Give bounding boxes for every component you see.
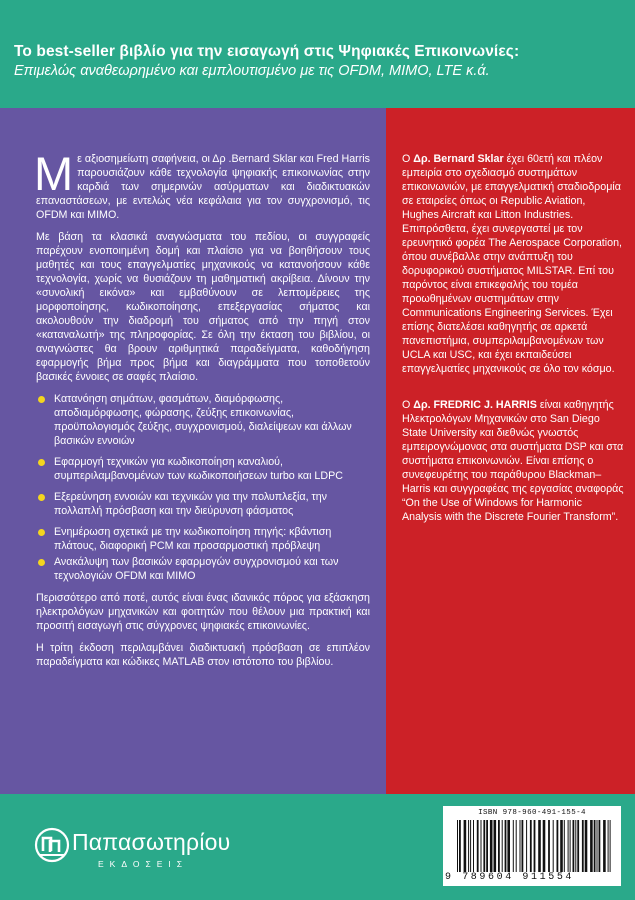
barcode-bar <box>513 820 514 872</box>
barcode-bar <box>599 820 601 872</box>
barcode-bar <box>459 820 461 872</box>
bullet-dot-icon <box>38 459 45 466</box>
sklar-bio <box>402 152 624 376</box>
barcode-bar <box>597 820 598 872</box>
feature-item <box>36 490 370 518</box>
barcode-bar <box>490 820 493 872</box>
barcode-bar <box>505 820 507 872</box>
barcode-bar <box>468 820 469 872</box>
barcode-bar <box>553 820 554 872</box>
sklar-name: Δρ. Bernard Sklar <box>413 153 504 165</box>
author-bios <box>402 152 624 546</box>
barcode-bar <box>507 820 510 872</box>
barcode-bar <box>530 820 532 872</box>
audience-paragraph: Περισσότερο από ποτέ, αυτός είναι ένας ιδανικός πόρος για εξάσκηση ηλεκτρολόγων μηχανικών και φοιτητών που θέλουν μια πρακτική και προσιτή εισαγωγή στις σύγχρονες ψηφιακές επικοινωνίες. <box>36 592 370 632</box>
papasotiriou-logo-icon <box>34 827 70 863</box>
barcode-bar <box>534 820 536 872</box>
intro-text: ε αξιοσημείωτη σαφήνεια, οι Δρ .Bernard Sklar και Fred Harris παρουσιάζουν κάθε τεχνολογία ψηφιακής επικοινωνίας στην καρδιά των σημερινών ασύρματων και διαδικτυακών επαναστάσεων, με εντελώς νέα κεφάλαια για τον συγχρονισμό, τις OFDM και MIMO. <box>36 153 370 221</box>
feature-text: Ανακάλυψη των βασικών εφαρμογών συγχρονισμού και των τεχνολογιών OFDM και MIMO <box>54 556 339 582</box>
barcode-bar <box>526 820 527 872</box>
feature-text: Κατανόηση σημάτων, φασμάτων, διαμόρφωσης, αποδιαμόρφωσης, φώρασης, ζεύξης επικοινωνίας, προϋπολογισμός ζεύξης, συγχρονισμού, διαλείψεων και άλλων βασικών εννοιών <box>54 393 352 447</box>
barcode-bar <box>608 820 609 872</box>
barcode-bar <box>557 820 559 872</box>
barcode-bar <box>548 820 550 872</box>
barcode-bar <box>575 820 576 872</box>
harris-name: Δρ. FREDRIC J. HARRIS <box>413 399 537 411</box>
drop-cap: Μ <box>34 147 74 200</box>
harris-bio-text: είναι καθηγητής Ηλεκτρολόγων Μηχανικών στο San Diego State University και διεθνώς γνωστός εμπειρογνώμονας στα συστήματα DSP και στα συστήματα επικοινωνιών. Είναι επίσης ο συνεφευρέτης του παράθυρου Blackman–Harris και συγγραφέας της εργασίας αναφοράς “On the Use of Windows for Harmonic Analysis with the Discrete Fourier Transform”. <box>402 399 624 523</box>
feature-item <box>36 555 370 583</box>
barcode-bar <box>570 820 571 872</box>
barcode-bar <box>577 820 579 872</box>
barcode-bar <box>564 820 565 872</box>
intro-paragraph <box>34 147 370 222</box>
barcode-bar <box>594 820 596 872</box>
tagline-secondary: Επιμελώς αναθεωρημένο και εμπλουτισμένο με τις OFDM, MIMO, LTE κ.ά. <box>14 63 490 79</box>
barcode-bar <box>516 820 517 872</box>
edition-paragraph: Η τρίτη έκδοση περιλαμβάνει διαδικτυακή πρόσβαση σε επιπλέον παραδείγματα και κώδικες MATLAB στον ιστότοπο του βιβλίου. <box>36 642 370 668</box>
sklar-prefix: Ο <box>402 153 414 165</box>
barcode-bar <box>483 820 485 872</box>
barcode-bar <box>560 820 563 872</box>
barcode-bar <box>522 820 524 872</box>
sklar-bio-text: έχει 60ετή και πλέον εμπειρία στο σχεδιασμό συστημάτων επικοινωνιών, με επαγγελματική σταδιοδρομία σε εταιρείες όπως οι Republic Aviation, Hughes Aircraft και Litton Industries. Επιπρόσθετα, έχει συνεργαστεί με τον ερευνητικό φορέα The Aerospace Corporation, όπου συνέβαλλε στην ανάπτυξη του δορυφορικού συστήματος MILSTAR. Επί του παρόντος είναι επικεφαλής του τομέα προωθημένων συστημάτων στην Communications Engineering Services. Έχει επίσης διατελέσει καθηγητής σε αρκετά πανεπιστήμια, συμπεριλαμβανομένων των UCLA και USC, και έχει εκπαιδεύσει επαγγελματίες μηχανικούς σε όλο τον κόσμο. <box>402 153 623 375</box>
feature-text: Ενημέρωση σχετικά με την κωδικοποίηση πηγής: κβάντιση πλάτους, διαφορική PCM και προσαρμοστική πρόβλεψη <box>54 526 332 552</box>
book-description <box>34 147 370 677</box>
bullet-dot-icon <box>38 396 45 403</box>
bullet-dot-icon <box>38 494 45 501</box>
barcode-bar <box>494 820 497 872</box>
barcode-bar <box>473 820 474 872</box>
barcode-bar <box>520 820 521 872</box>
publisher-subtitle: ΕΚΔΟΣΕΙΣ <box>98 859 188 869</box>
barcode-bar <box>486 820 488 872</box>
harris-prefix: Ο <box>402 399 414 411</box>
publisher-logo <box>34 827 234 883</box>
barcode-bar <box>457 820 458 872</box>
barcode-bar <box>610 820 611 872</box>
barcode-bar <box>585 820 588 872</box>
barcode-bar <box>477 820 479 872</box>
barcode-bar <box>470 820 471 872</box>
feature-item <box>36 455 370 483</box>
bullet-dot-icon <box>38 559 45 566</box>
publisher-name: Παπασωτηρίου <box>72 829 231 855</box>
isbn-label: ISBN 978-960-491-155-4 <box>478 809 586 817</box>
isbn-barcode <box>443 806 621 886</box>
barcode-bar <box>603 820 606 872</box>
feature-text: Εξερεύνηση εννοιών και τεχνικών για την πολυπλεξία, την πολλαπλή πρόσβαση και την διεύρυνση φάσματος <box>54 491 328 517</box>
barcode-bar <box>481 820 482 872</box>
feature-item <box>36 392 370 448</box>
tagline-primary: Το best-seller βιβλίο για την εισαγωγή στις Ψηφιακές Επικοινωνίες: <box>14 43 520 60</box>
barcode-bar <box>568 820 569 872</box>
harris-bio <box>402 398 624 524</box>
barcode-bar <box>502 820 503 872</box>
barcode-bar <box>538 820 541 872</box>
barcode-bar <box>464 820 467 872</box>
feature-item <box>36 525 370 553</box>
ean-digits: 9 789604 911554 <box>445 872 575 883</box>
bullet-dot-icon <box>38 529 45 536</box>
barcode-bar <box>543 820 546 872</box>
barcode-bar <box>498 820 500 872</box>
feature-list <box>36 392 370 583</box>
barcode-bar <box>582 820 584 872</box>
barcode-bar <box>573 820 575 872</box>
feature-text: Εφαρμογή τεχνικών για κωδικοποίηση καναλιού, συμπεριλαμβανομένων των κωδικοποιήσεων turbo και LDPC <box>54 456 343 482</box>
barcode-bars <box>455 820 615 872</box>
description-paragraph: Με βάση τα κλασικά αναγνώσματα του πεδίου, οι συγγραφείς παρέχουν ενοποιημένη δομή και πλαίσιο για να βοηθήσουν τους μαθητές και τους επαγγελματίες μηχανικούς να κατανοήσουν κάθε τεχνολογία, χωρίς να θυσιάζουν τη μαθηματική ακρίβεια. Δίνουν την «συνολική εικόνα» και εμβαθύνουν σε λεπτομέρειες της μορφοποίησης, κωδικοποίησης, επεξεργασίας σήματος και ακολουθούν την διαδρομή του σήματος από την πηγή στον «καταναλωτή» της πληροφορίας. Σε όλη την έκταση του βιβλίου, οι αναγνώστες θα βρουν αριθμητικά παραδείγματα, καθοδήγηση εφαρμογής βήμα προς βήμα και διαγράμματα που τοποθετούν βασικές έννοιες σε σαφές πλαίσιο. <box>36 231 370 383</box>
barcode-bar <box>590 820 593 872</box>
